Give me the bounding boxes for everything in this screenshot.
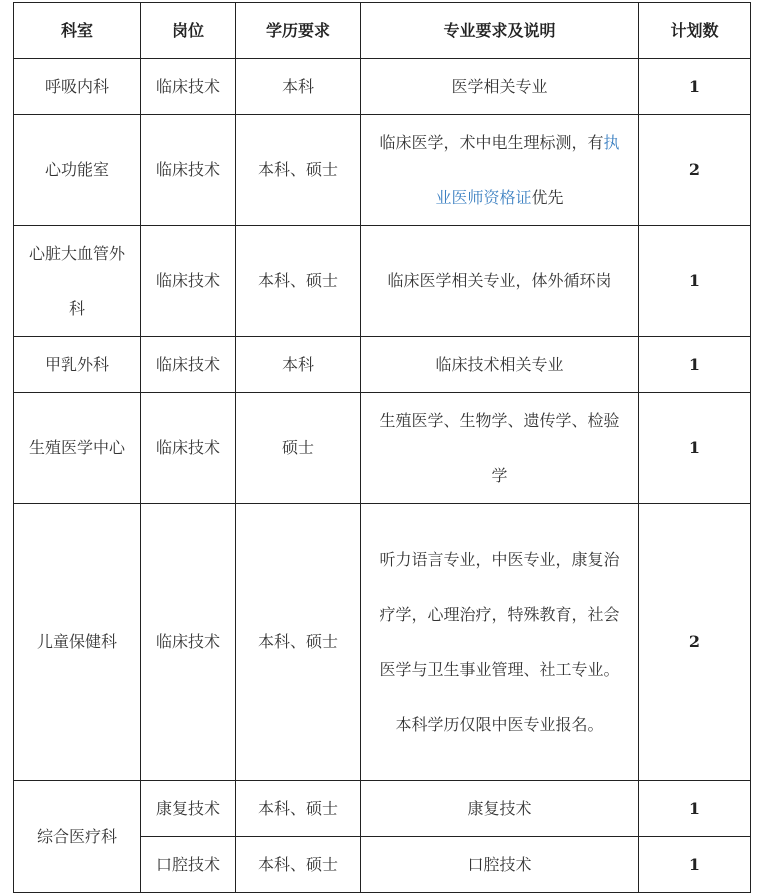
header-education: 学历要求 — [236, 3, 361, 59]
education-cell: 本科、硕士 — [236, 504, 361, 781]
dept-cell: 综合医疗科 — [14, 781, 141, 893]
position-cell: 康复技术 — [141, 781, 236, 837]
count-cell: 1 — [639, 837, 751, 893]
dept-cell: 甲乳外科 — [14, 337, 141, 393]
major-text-suffix: 优先 — [531, 188, 564, 207]
position-cell: 临床技术 — [141, 226, 236, 337]
dept-cell: 呼吸内科 — [14, 59, 141, 115]
count-cell: 1 — [639, 337, 751, 393]
major-cell: 医学相关专业 — [361, 59, 639, 115]
position-cell: 临床技术 — [141, 504, 236, 781]
dept-cell: 心功能室 — [14, 115, 141, 226]
table-header-row — [14, 3, 751, 59]
position-cell: 临床技术 — [141, 337, 236, 393]
major-cell: 听力语言专业，中医专业，康复治疗学，心理治疗，特殊教育，社会医学与卫生事业管理、社工专业。本科学历仅限中医专业报名。 — [361, 504, 639, 781]
education-cell: 本科、硕士 — [236, 837, 361, 893]
header-count: 计划数 — [639, 3, 751, 59]
major-cell: 生殖医学、生物学、遗传学、检验学 — [361, 393, 639, 504]
count-cell: 2 — [639, 115, 751, 226]
count-cell: 1 — [639, 393, 751, 504]
major-cell: 康复技术 — [361, 781, 639, 837]
education-cell: 本科、硕士 — [236, 115, 361, 226]
education-cell: 本科 — [236, 337, 361, 393]
license-link[interactable]: 执业医师资格证 — [435, 133, 620, 207]
table-row — [14, 226, 751, 337]
count-cell: 2 — [639, 504, 751, 781]
count-cell: 1 — [639, 781, 751, 837]
table-row — [14, 115, 751, 226]
education-cell: 硕士 — [236, 393, 361, 504]
count-cell: 1 — [639, 59, 751, 115]
header-major: 专业要求及说明 — [361, 3, 639, 59]
table-row — [14, 337, 751, 393]
major-cell: 口腔技术 — [361, 837, 639, 893]
position-cell: 临床技术 — [141, 393, 236, 504]
header-position: 岗位 — [141, 3, 236, 59]
header-dept: 科室 — [14, 3, 141, 59]
dept-cell: 儿童保健科 — [14, 504, 141, 781]
major-cell: 临床技术相关专业 — [361, 337, 639, 393]
major-cell — [361, 115, 639, 226]
education-cell: 本科、硕士 — [236, 781, 361, 837]
dept-cell: 生殖医学中心 — [14, 393, 141, 504]
education-cell: 本科、硕士 — [236, 226, 361, 337]
recruitment-table — [13, 2, 751, 893]
education-cell: 本科 — [236, 59, 361, 115]
position-cell: 临床技术 — [141, 59, 236, 115]
table-row — [14, 781, 751, 837]
table-row — [14, 504, 751, 781]
table-row — [14, 393, 751, 504]
major-text: 临床医学，术中电生理标测，有 — [379, 133, 604, 152]
position-cell: 口腔技术 — [141, 837, 236, 893]
count-cell: 1 — [639, 226, 751, 337]
position-cell: 临床技术 — [141, 115, 236, 226]
table-row — [14, 59, 751, 115]
major-cell: 临床医学相关专业，体外循环岗 — [361, 226, 639, 337]
dept-cell: 心脏大血管外科 — [14, 226, 141, 337]
